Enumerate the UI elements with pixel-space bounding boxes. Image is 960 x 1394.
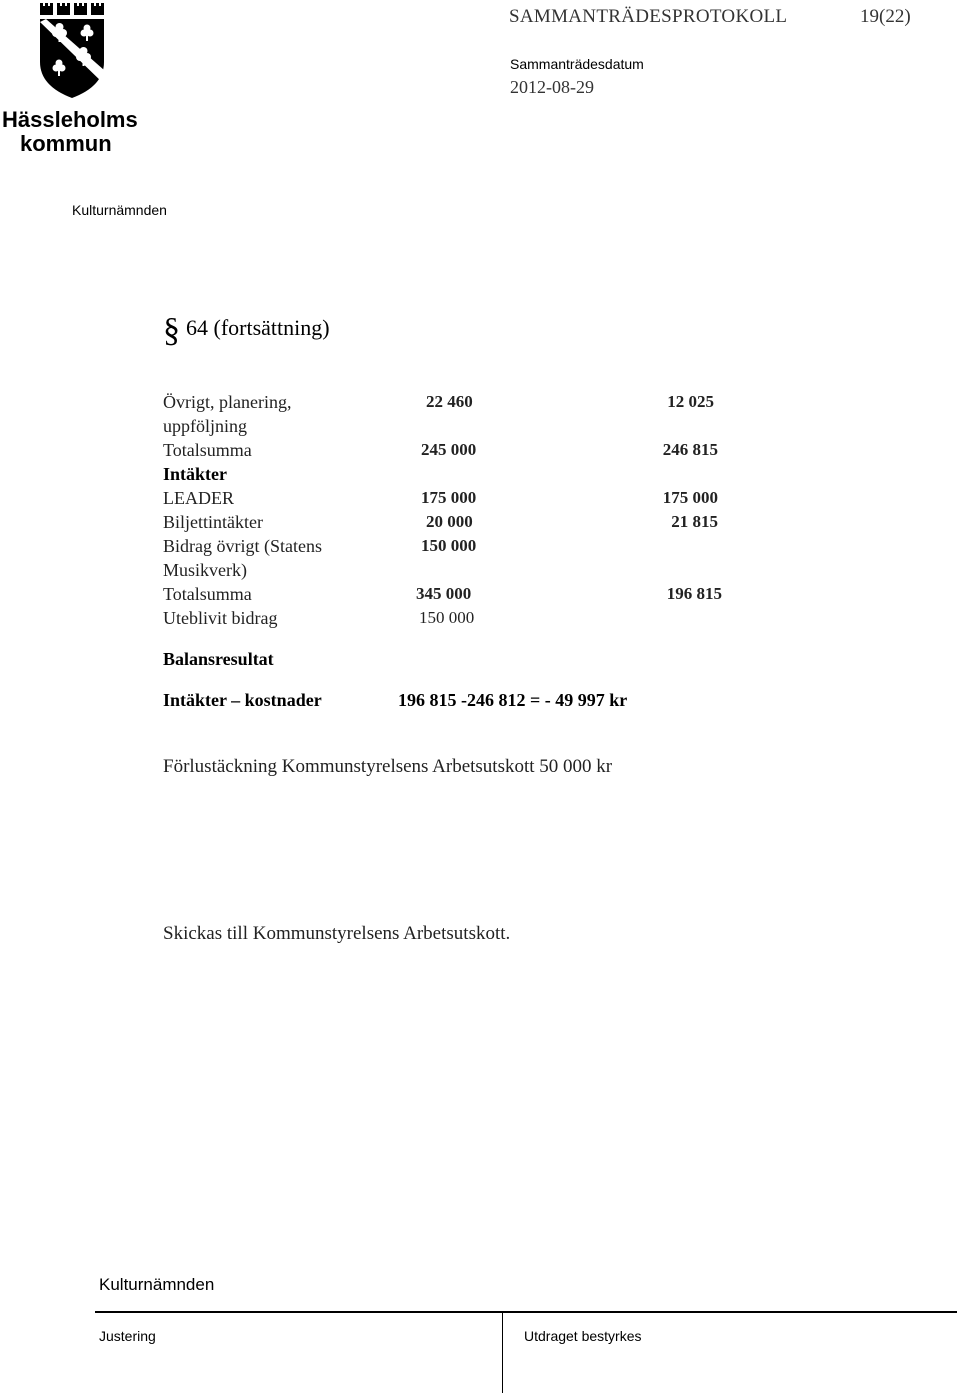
footer-committee: Kulturnämnden — [99, 1275, 215, 1294]
balance-formula-label: Intäkter – kostnader — [163, 690, 322, 710]
row-label: Totalsumma — [163, 440, 252, 460]
row-label: Biljettintäkter — [163, 512, 263, 532]
row-value-budget: 175 000 — [421, 488, 477, 507]
sent-to-text: Skickas till Kommunstyrelsens Arbetsutskott. — [163, 923, 511, 944]
committee-name: Kulturnämnden — [72, 202, 167, 218]
row-label: LEADER — [163, 488, 234, 508]
meeting-date-label: Sammanträdesdatum — [510, 56, 644, 72]
utdraget-label: Utdraget bestyrkes — [524, 1328, 642, 1344]
svg-text:kommun: kommun — [20, 131, 112, 156]
row-label: uppföljning — [163, 416, 247, 436]
coat-of-arms-icon — [0, 0, 150, 160]
row-label: Uteblivit bidrag — [163, 608, 278, 628]
balance-heading: Balansresultat — [163, 649, 274, 669]
row-value-budget: 22 460 — [426, 392, 473, 411]
row-label: Övrigt, planering, — [163, 392, 292, 412]
row-value-outcome: 196 815 — [666, 584, 722, 603]
page-number: 19(22) — [860, 6, 911, 27]
row-value-budget: 150 000 — [419, 608, 475, 627]
svg-text:Hässleholms: Hässleholms — [2, 107, 138, 132]
footer-divider — [95, 1311, 957, 1313]
section-title: 64 (fortsättning) — [186, 315, 330, 340]
row-label: Totalsumma — [163, 584, 252, 604]
row-label: Musikverk) — [163, 560, 247, 580]
row-value-outcome: 21 815 — [671, 512, 718, 531]
justering-label: Justering — [99, 1328, 156, 1344]
balance-formula-value: 196 815 -246 812 = - 49 997 kr — [398, 690, 628, 710]
section-heading — [163, 312, 330, 350]
row-value-outcome: 12 025 — [667, 392, 714, 411]
row-value-budget: 245 000 — [421, 440, 477, 459]
row-value-budget: 150 000 — [421, 536, 477, 555]
municipality-logo — [0, 0, 150, 160]
row-label: Bidrag övrigt (Statens — [163, 536, 322, 556]
row-value-budget: 345 000 — [416, 584, 472, 603]
footer-column-divider — [502, 1311, 503, 1393]
meeting-date-value: 2012-08-29 — [510, 77, 594, 97]
paragraph-symbol: § — [163, 312, 180, 349]
document-title: SAMMANTRÄDESPROTOKOLL — [509, 6, 788, 27]
row-label: Intäkter — [163, 464, 227, 484]
row-value-outcome: 246 815 — [662, 440, 718, 459]
row-value-outcome: 175 000 — [662, 488, 718, 507]
loss-cover-text: Förlustäckning Kommunstyrelsens Arbetsutskott 50 000 kr — [163, 756, 613, 777]
row-value-budget: 20 000 — [426, 512, 473, 531]
